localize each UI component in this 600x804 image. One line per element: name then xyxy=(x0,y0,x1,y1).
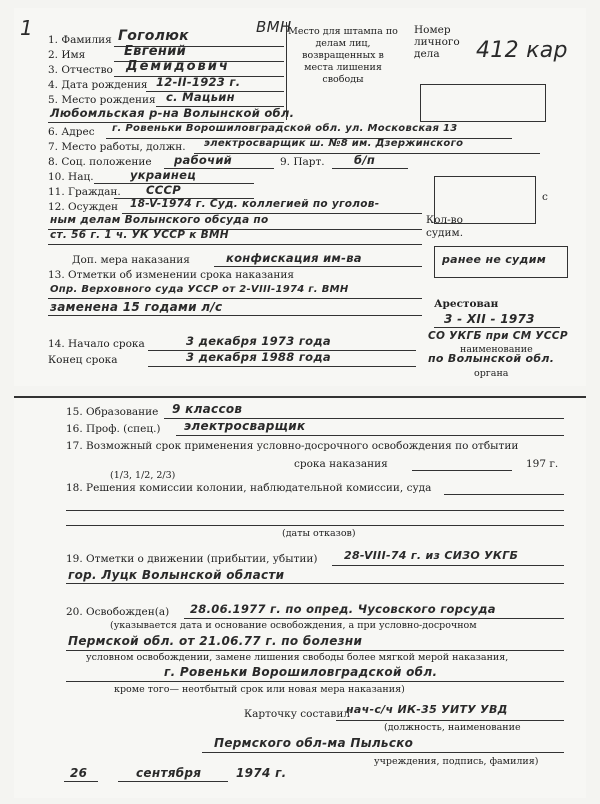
organ-label2: органа xyxy=(474,368,509,379)
field-otchestvo-value: Демидович xyxy=(126,59,230,74)
organ-value1: СО УКГБ при СМ УССР xyxy=(428,330,568,342)
f17-year: 197 г. xyxy=(526,458,559,470)
field-izmenenie-label: 13. Отметки об изменении срока наказания xyxy=(48,269,294,281)
date-month: сентября xyxy=(136,766,202,780)
field-adres-label: 6. Адрес xyxy=(48,126,95,138)
card-back xyxy=(14,396,586,798)
field-soc-polozhenie-value: рабочий xyxy=(174,153,233,167)
nomer-label: Номер личного дела xyxy=(414,24,460,60)
field-grazhdan-value: СССР xyxy=(146,183,181,197)
sostavil-value2: Пермского обл-ма Пыльско xyxy=(214,736,414,750)
field-data-rozhdeniya-value: 12-II-1923 г. xyxy=(156,75,241,89)
field-mesto-rozhdeniya-value: с. Мацьин xyxy=(166,90,235,104)
corner-mark: 1 xyxy=(20,16,34,40)
f17-line1: 17. Возможный срок применения условно-досрочного освобождения по отбытии xyxy=(66,440,519,452)
obrazovanie-value: 9 классов xyxy=(172,402,243,416)
konec-sroka-value: 3 декабря 1988 года xyxy=(186,350,331,364)
field-mesto-raboty-value: электросварщик ш. №8 им. Дзержинского xyxy=(204,138,464,149)
field-adres-value: г. Ровеньки Ворошиловградской обл. ул. Московская 13 xyxy=(112,123,458,134)
field-osuzhden-cont1: ным делам Волынского обсуда по xyxy=(50,214,269,226)
organ-label1: наименование xyxy=(460,344,533,355)
field-familiya-label: 1. Фамилия xyxy=(48,34,112,46)
uchrezhdenie-label: учреждения, подпись, фамилия) xyxy=(374,756,539,767)
field-otchestvo-label: 3. Отчество xyxy=(48,64,113,76)
sostavil-value: нач-с/ч ИК-35 УИТУ УВД xyxy=(346,703,508,716)
field-nac-value: украинец xyxy=(130,168,197,182)
organ-value2: по Волынской обл. xyxy=(428,352,555,365)
nachalo-sroka-label: 14. Начало срока xyxy=(48,338,145,350)
field-partiya-value: б/п xyxy=(354,153,376,167)
obrazovanie-label: 15. Образование xyxy=(66,406,159,418)
f19-value1: 28-VIII-74 г. из СИЗО УКГБ xyxy=(344,549,519,562)
field-mesto-rozhdeniya-cont: Любомльская р-на Волынской обл. xyxy=(50,106,295,120)
date-year: 1974 г. xyxy=(236,766,287,780)
nachalo-sroka-value: 3 декабря 1973 года xyxy=(186,334,331,348)
field-data-rozhdeniya-label: 4. Дата рождения xyxy=(48,79,148,91)
nomer-value: 412 кар xyxy=(476,38,568,63)
f19-value2: гор. Луцк Волынской области xyxy=(68,568,285,582)
field-nac-label: 10. Нац. xyxy=(48,171,94,183)
field-imya-label: 2. Имя xyxy=(48,49,86,61)
f20-value2: Пермской обл. от 21.06.77 г. по болезни xyxy=(68,634,363,648)
dop-mera-value: конфискация им-ва xyxy=(226,251,362,265)
vmn-mark: ВМН xyxy=(256,18,292,36)
field-osuzhden-cont2: ст. 56 г. 1 ч. УК УССР к ВМН xyxy=(50,229,229,241)
f17-line2: срока наказания xyxy=(294,458,388,470)
f19-label: 19. Отметки о движении (прибытии, убытии) xyxy=(66,553,318,565)
stamp-box-upper xyxy=(420,84,546,122)
prof-label: 16. Проф. (спец.) xyxy=(66,423,161,435)
field-soc-polozhenie-label: 8. Соц. положение xyxy=(48,156,152,168)
konec-sroka-label: Конец срока xyxy=(48,354,118,366)
field-partiya-label: 9. Парт. xyxy=(280,156,325,168)
field-grazhdan-label: 11. Граждан. xyxy=(48,186,121,198)
field-osuzhden-label: 12. Осужден xyxy=(48,201,119,213)
field-imya-value: Евгений xyxy=(124,44,187,59)
field-osuzhden-value: 18-V-1974 г. Суд. коллегией по уголов- xyxy=(130,198,380,210)
f17-frac: (1/3, 1/2, 2/3) xyxy=(110,470,176,481)
f18-label: 18. Решения комиссии колонии, наблюдательной комиссии, суда xyxy=(66,482,432,494)
stamp-area-label: Место для штампа по делам лиц, возвращенных в места лишения свободы xyxy=(288,26,398,85)
dop-mera-label: Доп. мера наказания xyxy=(72,254,190,266)
arestovan-value: 3 - XII - 1973 xyxy=(444,312,535,326)
f20-label: 20. Освобожден(а) xyxy=(66,606,170,618)
date-day: 26 xyxy=(70,766,88,780)
f20-value3: г. Ровеньки Ворошиловградской обл. xyxy=(164,665,438,679)
sostavil-label: Карточку составил xyxy=(244,708,350,720)
arestovan-label: Арестован xyxy=(434,298,499,310)
field-izmenenie-value1: Опр. Верховного суда УССР от 2-VIII-1974 г. ВМН xyxy=(50,284,349,295)
field-izmenenie-value2: заменена 15 годами л/с xyxy=(50,300,223,314)
kolvo-sudim-value: ранее не судим xyxy=(442,253,547,266)
field-mesto-rozhdeniya-label: 5. Место рождения xyxy=(48,94,156,106)
field-mesto-raboty-label: 7. Место работы, должн. xyxy=(48,141,186,153)
box-letter: с xyxy=(542,191,548,203)
f18-sub: (даты отказов) xyxy=(282,528,356,539)
card-front xyxy=(14,8,586,386)
field-familiya-value: Гоголюк xyxy=(118,28,189,44)
prof-value: электросварщик xyxy=(184,419,306,433)
dolzhnost-label: (должность, наименование xyxy=(384,722,521,733)
f20-note1: (указывается дата и основание освобождения, а при условно-досрочном xyxy=(110,620,477,631)
f20-value1: 28.06.1977 г. по опред. Чусовского горсуда xyxy=(190,602,496,616)
f20-note2: условном освобождении, замене лишения свободы более мягкой мерой наказания, xyxy=(86,652,509,663)
f20-note3: кроме того— неотбытый срок или новая мера наказания) xyxy=(114,684,405,695)
kolvo-sudim-label: Кол-во судим. xyxy=(426,214,464,239)
